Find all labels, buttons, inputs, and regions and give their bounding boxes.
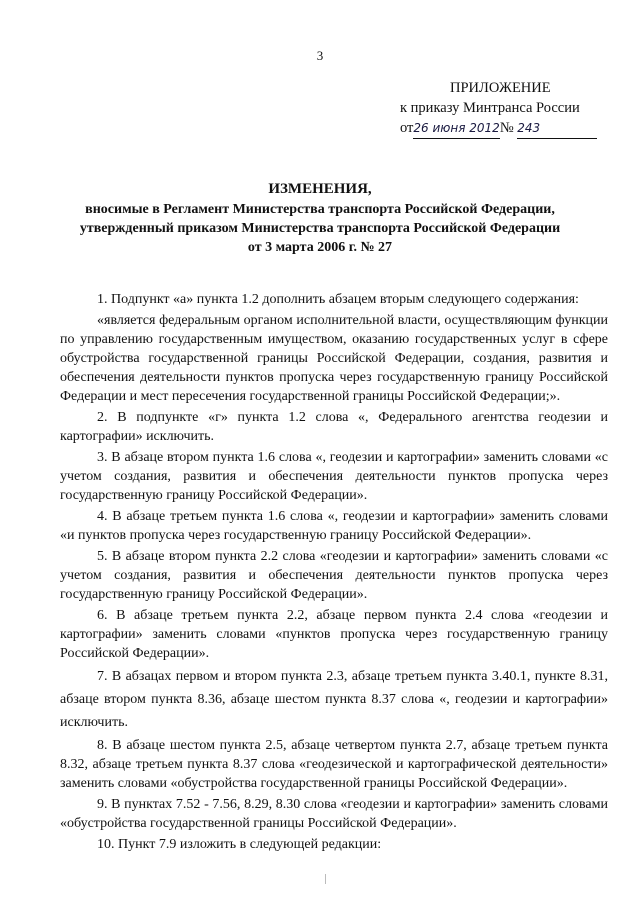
document-body [60, 290, 608, 856]
paragraph-1: 1. Подпункт «а» пункта 1.2 дополнить абзацем вторым следующего содержания: [97, 292, 579, 307]
paragraph-10: 10. Пункт 7.9 изложить в следующей редакции: [97, 837, 382, 852]
scan-mark [325, 874, 326, 884]
heading-line-3: от 3 марта 2006 г. № 27 [247, 240, 393, 255]
paragraph-7: 7. В абзацах первом и втором пункта 2.3, абзаце третьем пункта 3.40.1, пункте 8.31, абзаце втором пункта 8.36, абзаце шестом пункта 8.37 слова «, геодезии и картографии» исключить. [60, 669, 608, 730]
handwritten-date: 26 июня 2012 [413, 118, 499, 139]
paragraph-4: 4. В абзаце третьем пункта 1.6 слова «, геодезии и картографии» заменить словами «и пунктов пропуска через государственную границу Российской Федерации». [60, 509, 608, 543]
appendix-order-line: к приказу Минтранса России [400, 100, 580, 116]
paragraph-8: 8. В абзаце шестом пункта 2.5, абзаце четвертом пункта 2.7, абзаце третьем пункта 8.32, абзаце третьем пункта 8.37 слова «геодезической и картографической деятельности» заменить словами «обустройства государственной границы Российской Федерации». [60, 738, 608, 791]
paragraph-1-quote: «является федеральным органом исполнительной власти, осуществляющим функции по управлению государственным имуществом, оказанию государственных услуг в сфере обустройства государственной границы Российской Федерации, создания, развития и обеспечения деятельности пунктов пропуска через государственную границу Российской Федерации и мест пересечения государственной границы Российской Федерации;». [60, 313, 608, 404]
appendix-title: ПРИЛОЖЕНИЕ [450, 80, 551, 96]
handwritten-number: 243 [517, 118, 597, 139]
paragraph-5: 5. В абзаце втором пункта 2.2 слова «геодезии и картографии» заменить словами «с учетом создания, развития и обеспечения деятельности пунктов пропуска через государственную границу Российской Федерации». [60, 549, 608, 602]
appendix-block [400, 78, 610, 139]
paragraph-6: 6. В абзаце третьем пункта 2.2, абзаце первом пункта 2.4 слова «геодезии и картографии» заменить словами «пунктов пропуска через государственную границу Российской Федерации». [60, 608, 608, 661]
heading-line-1: вносимые в Регламент Министерства транспорта Российской Федерации, [85, 202, 555, 217]
date-prefix: от [400, 120, 414, 136]
appendix-date-line [400, 118, 610, 139]
heading-line-2: утвержденный приказом Министерства транспорта Российской Федерации [79, 221, 561, 236]
paragraph-2: 2. В подпункте «г» пункта 1.2 слова «, Федерального агентства геодезии и картографии» исключить. [60, 410, 608, 444]
document-heading [40, 180, 600, 257]
page-number: 3 [316, 48, 324, 63]
paragraph-9: 9. В пунктах 7.52 - 7.56, 8.29, 8.30 слова «геодезии и картографии» заменить словами «обустройства государственной границы Российской Федерации». [60, 797, 608, 831]
number-prefix: № [499, 120, 514, 136]
paragraph-3: 3. В абзаце втором пункта 1.6 слова «, геодезии и картографии» заменить словами «с учетом создания, развития и обеспечения деятельности пунктов пропуска через государственную границу Российской Федерации». [60, 450, 608, 503]
heading-title: ИЗМЕНЕНИЯ, [268, 181, 372, 197]
